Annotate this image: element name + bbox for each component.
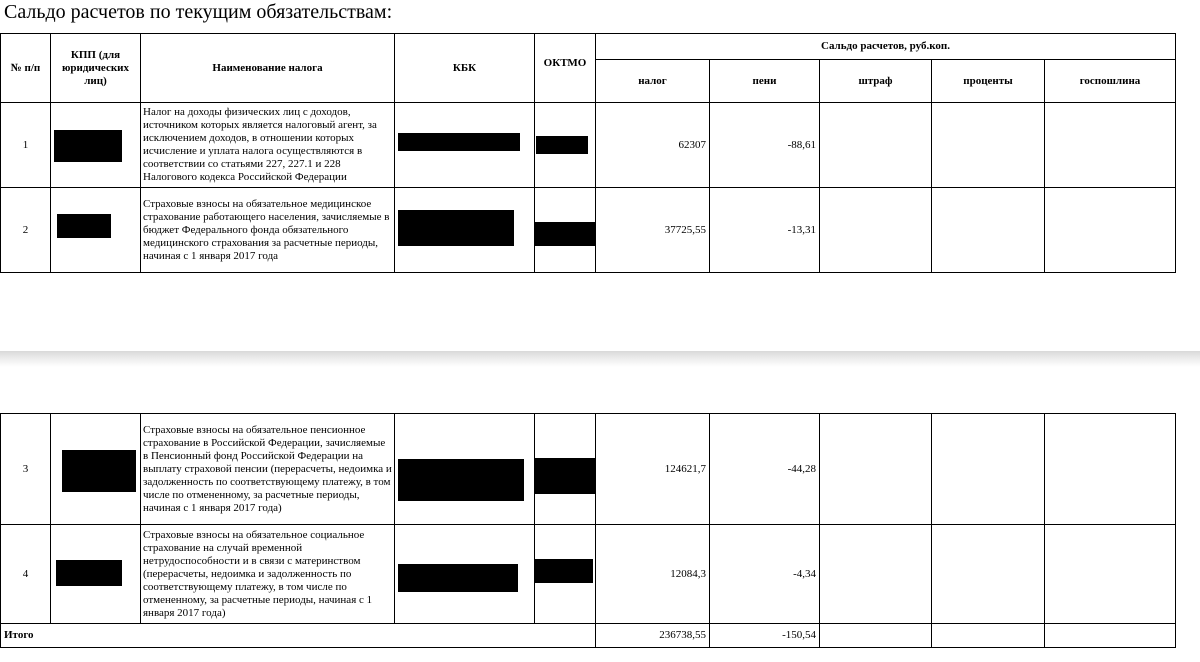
redaction-block — [54, 130, 122, 162]
tax-name-cell: Страховые взносы на обязательное социальное страхование на случай временной нетрудоспособности и в связи с материнством (перерасчеты, недоимка и задолженность по соответствующему платежу, в том числе по отмененному, за расчетные периоды, начиная с 1 января 2017 года) — [141, 525, 395, 624]
shtraf-cell — [820, 525, 932, 624]
tax-name-cell: Страховые взносы на обязательное медицинское страхование работающего населения, зачисляемые в бюджет Федерального фонда обязательного медицинского страхования за расчетные периоды, начиная с 1 января 2017 года — [141, 188, 395, 273]
redaction-block — [398, 133, 520, 151]
table-row — [1, 188, 1176, 273]
redaction-block — [57, 214, 111, 238]
oktmo-cell — [535, 414, 596, 525]
page-break-divider — [0, 351, 1200, 367]
row-num: 3 — [1, 414, 51, 525]
peni-cell: -13,31 — [710, 188, 820, 273]
kbk-cell — [395, 525, 535, 624]
header-tax-name: Наименование налога — [141, 34, 395, 103]
redaction-block — [535, 458, 596, 494]
gosposhlina-cell — [1045, 188, 1176, 273]
kbk-cell — [395, 414, 535, 525]
total-row — [1, 624, 1176, 648]
procenty-cell — [932, 103, 1045, 188]
header-balance-group: Сальдо расчетов, руб.коп. — [596, 34, 1176, 60]
gosposhlina-cell — [1045, 525, 1176, 624]
procenty-cell — [932, 188, 1045, 273]
gosposhlina-cell — [1045, 414, 1176, 525]
redaction-block — [536, 136, 588, 154]
nalog-cell: 37725,55 — [596, 188, 710, 273]
balance-table-page-2 — [0, 413, 1176, 648]
kpp-cell — [51, 103, 141, 188]
shtraf-cell — [820, 188, 932, 273]
redaction-block — [56, 560, 122, 586]
shtraf-cell — [820, 103, 932, 188]
header-num: № п/п — [1, 34, 51, 103]
shtraf-cell — [820, 414, 932, 525]
total-label: Итого — [1, 624, 596, 648]
total-procenty — [932, 624, 1045, 648]
nalog-cell: 62307 — [596, 103, 710, 188]
header-nalog: налог — [596, 60, 710, 103]
redaction-block — [62, 450, 136, 492]
balance-table-page-1 — [0, 33, 1176, 273]
gosposhlina-cell — [1045, 103, 1176, 188]
table-row — [1, 414, 1176, 525]
procenty-cell — [932, 414, 1045, 525]
kpp-cell — [51, 188, 141, 273]
tax-name-cell: Страховые взносы на обязательное пенсионное страхование в Российской Федерации, зачисляемые в Пенсионный фонд Российской Федерации на выплату страховой пенсии (перерасчеты, недоимка и задолженность по соответствующему платежу, в том числе по отмененному, за расчетные периоды, начиная с 1 января 2017 года) — [141, 414, 395, 525]
table-row — [1, 103, 1176, 188]
redaction-block — [398, 564, 518, 592]
row-num: 4 — [1, 525, 51, 624]
total-peni: -150,54 — [710, 624, 820, 648]
kbk-cell — [395, 188, 535, 273]
header-peni: пени — [710, 60, 820, 103]
peni-cell: -88,61 — [710, 103, 820, 188]
kbk-cell — [395, 103, 535, 188]
table-row — [1, 525, 1176, 624]
redaction-block — [535, 559, 594, 583]
row-num: 1 — [1, 103, 51, 188]
header-shtraf: штраф — [820, 60, 932, 103]
peni-cell: -44,28 — [710, 414, 820, 525]
header-procenty: проценты — [932, 60, 1045, 103]
total-gosposhlina — [1045, 624, 1176, 648]
redaction-block — [398, 459, 524, 501]
header-oktmo: ОКТМО — [535, 34, 596, 103]
header-kbk: КБК — [395, 34, 535, 103]
oktmo-cell — [535, 188, 596, 273]
row-num: 2 — [1, 188, 51, 273]
procenty-cell — [932, 525, 1045, 624]
nalog-cell: 12084,3 — [596, 525, 710, 624]
header-kpp: КПП (для юридических лиц) — [51, 34, 141, 103]
redaction-block — [398, 210, 514, 246]
kpp-cell — [51, 414, 141, 525]
nalog-cell: 124621,7 — [596, 414, 710, 525]
total-nalog: 236738,55 — [596, 624, 710, 648]
header-gosposhlina: госпошлина — [1045, 60, 1176, 103]
total-shtraf — [820, 624, 932, 648]
peni-cell: -4,34 — [710, 525, 820, 624]
oktmo-cell — [535, 525, 596, 624]
kpp-cell — [51, 525, 141, 624]
tax-name-cell: Налог на доходы физических лиц с доходов, источником которых является налоговый агент, за исключением доходов, в отношении которых исчисление и уплата налога осуществляются в соответствии со статьями 227, 227.1 и 228 Налогового кодекса Российской Федерации — [141, 103, 395, 188]
page-title: Сальдо расчетов по текущим обязательствам: — [4, 1, 393, 23]
redaction-block — [535, 222, 596, 246]
oktmo-cell — [535, 103, 596, 188]
